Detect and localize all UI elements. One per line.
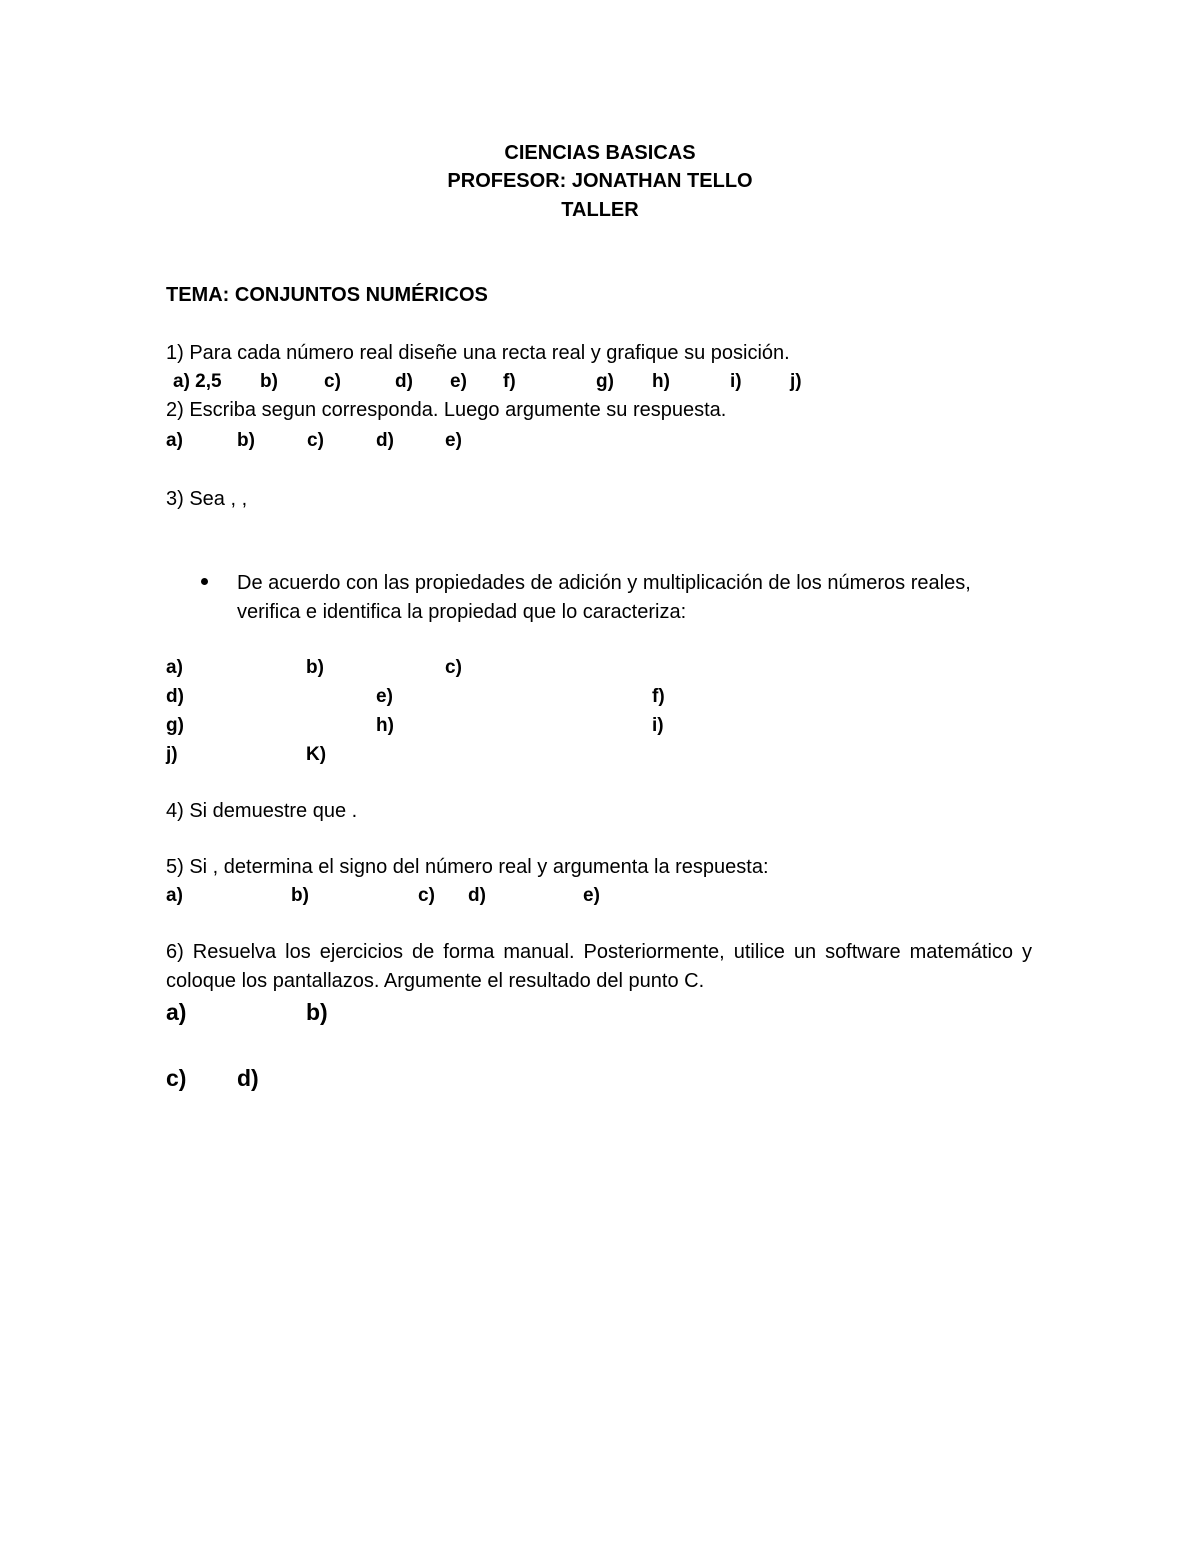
q2-option-e: e) [445,430,462,451]
q3-option-j: j) [166,744,178,765]
q3-option-g: g) [166,715,184,736]
q5-option-d: d) [468,885,486,906]
q2-option-c: c) [307,430,324,451]
q3-bullet-line-1: De acuerdo con las propiedades de adición y multiplicación de los números reales, [237,572,971,594]
q2-option-d: d) [376,430,394,451]
q1-option-c: c) [324,371,341,392]
question-1-text: 1) Para cada número real diseñe una recta real y grafique su posición. [166,342,790,364]
q1-option-j: j) [790,371,802,392]
q3-option-d: d) [166,686,184,707]
q3-option-e: e) [376,686,393,707]
question-6-text: 6) Resuelva los ejercicios de forma manual. Posteriormente, utilice un software matemático y coloque los pantallazos. Argumente el resultado del punto C. [166,941,1032,992]
q5-option-e: e) [583,885,600,906]
q2-option-b: b) [237,430,255,451]
q1-option-d: d) [395,371,413,392]
q3-option-f: f) [652,686,665,707]
q1-option-a: a) 2,5 [173,371,222,392]
question-3-text: 3) Sea , , [166,488,248,510]
q1-option-f: f) [503,371,516,392]
q3-option-b: b) [306,657,324,678]
topic-heading: TEMA: CONJUNTOS NUMÉRICOS [166,284,488,306]
q3-bullet-line-2: verifica e identifica la propiedad que lo caracteriza: [237,601,687,623]
q6-option-b: b) [306,999,328,1025]
q1-option-i: i) [730,371,742,392]
q1-option-e: e) [450,371,467,392]
q3-option-h: h) [376,715,394,736]
header-workshop: TALLER [561,199,639,221]
question-4-text: 4) Si demuestre que . [166,800,358,822]
q5-option-c: c) [418,885,435,906]
q1-option-g: g) [596,371,614,392]
q3-option-k: K) [306,744,327,765]
q3-option-a: a) [166,657,183,678]
q2-option-a: a) [166,430,183,451]
question-5-text: 5) Si , determina el signo del número real y argumenta la respuesta: [166,856,769,878]
q5-option-a: a) [166,885,183,906]
header-course-title: CIENCIAS BASICAS [504,142,696,164]
q5-option-b: b) [291,885,309,906]
q6-option-a: a) [166,999,187,1025]
bullet-icon [201,578,208,585]
q3-option-i: i) [652,715,664,736]
q6-option-d: d) [237,1065,259,1091]
q1-option-b: b) [260,371,278,392]
q1-option-h: h) [652,371,670,392]
header-professor: PROFESOR: JONATHAN TELLO [447,170,753,192]
q3-option-c: c) [445,657,462,678]
question-2-text: 2) Escriba segun corresponda. Luego argumente su respuesta. [166,399,727,421]
q6-option-c: c) [166,1065,187,1091]
